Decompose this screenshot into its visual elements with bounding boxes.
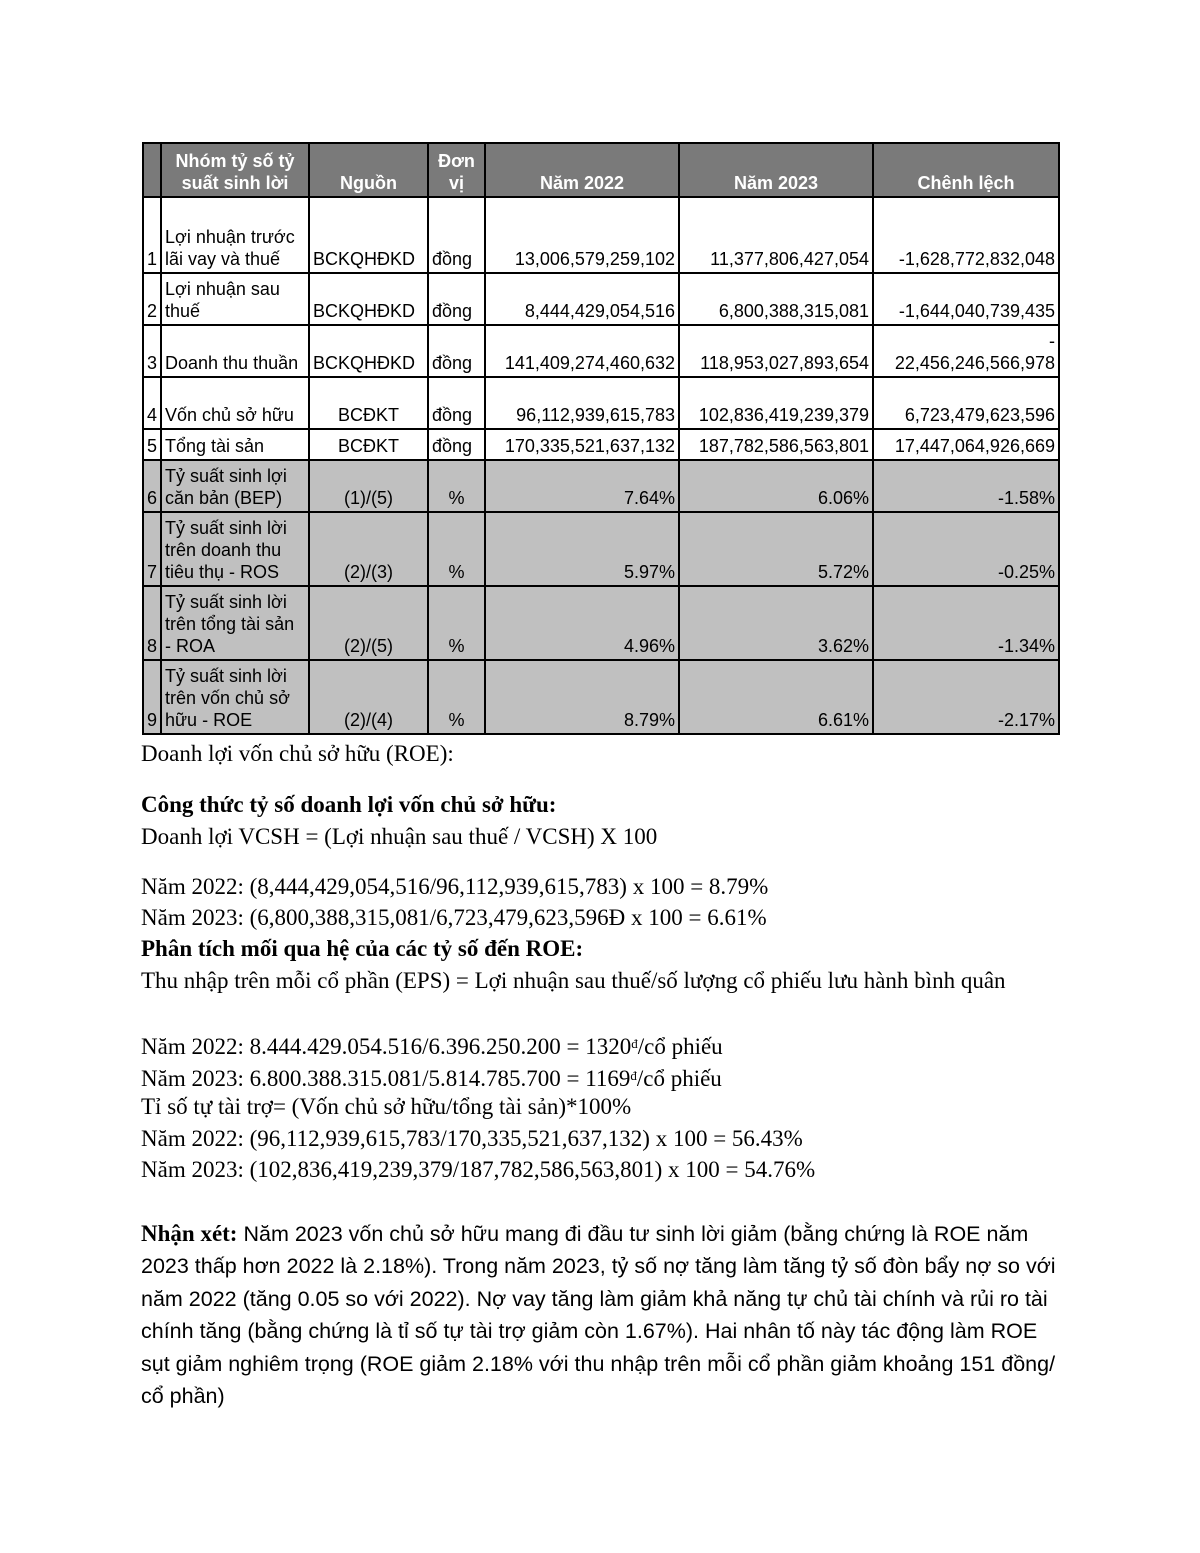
- table-row: [143, 197, 1059, 273]
- eps-formula: Thu nhập trên mỗi cổ phần (EPS) = Lợi nhuận sau thuế/số lượng cổ phiếu lưu hành bình quân: [141, 968, 1006, 993]
- row-name: Doanh thu thuần: [161, 325, 309, 377]
- roe-2023-calc: Năm 2023: (6,800,388,315,081/6,723,479,623,596Đ x 100 = 6.61%: [141, 905, 767, 930]
- eps-2022-expression: Năm 2022: 8.444.429.054.516/6.396.250.200 = 1320: [141, 1034, 632, 1059]
- row-value-2023: 5.72%: [679, 512, 873, 586]
- row-value-2023: 11,377,806,427,054: [679, 197, 873, 273]
- table-row: [143, 460, 1059, 512]
- row-name: Lợi nhuận sau thuế: [161, 273, 309, 325]
- row-index: 4: [143, 377, 161, 429]
- row-unit: đồng: [428, 273, 485, 325]
- row-index: 5: [143, 429, 161, 460]
- header-index: [143, 143, 161, 197]
- header-unit: Đơn vị: [428, 143, 485, 197]
- row-unit: %: [428, 512, 485, 586]
- row-difference: -2.17%: [873, 660, 1059, 734]
- row-source: BCKQHĐKD: [309, 197, 428, 273]
- table-row: [143, 429, 1059, 460]
- row-difference-sign: -: [1049, 331, 1055, 351]
- row-value-2023: 187,782,586,563,801: [679, 429, 873, 460]
- row-source: BCKQHĐKD: [309, 273, 428, 325]
- profitability-ratio-table: [142, 142, 1060, 735]
- row-value-2023: 102,836,419,239,379: [679, 377, 873, 429]
- self-financing-2022-calc: Năm 2022: (96,112,939,615,783/170,335,521,637,132) x 100 = 56.43%: [141, 1126, 803, 1151]
- row-difference-value: 22,456,246,566,978: [894, 353, 1055, 373]
- eps-unit: /cổ phiếu: [636, 1066, 722, 1091]
- row-name: Vốn chủ sở hữu: [161, 377, 309, 429]
- row-value-2022: 4.96%: [485, 586, 679, 660]
- table-row: [143, 512, 1059, 586]
- row-value-2023: 6.06%: [679, 460, 873, 512]
- row-unit: đồng: [428, 377, 485, 429]
- row-difference: -1.34%: [873, 586, 1059, 660]
- row-source: (1)/(5): [309, 460, 428, 512]
- row-name: Tỷ suất sinh lợi căn bản (BEP): [161, 460, 309, 512]
- table-header-row: [143, 143, 1059, 197]
- row-source: BCĐKT: [309, 377, 428, 429]
- row-source: BCĐKT: [309, 429, 428, 460]
- row-value-2023: 6,800,388,315,081: [679, 273, 873, 325]
- roe-formula: Doanh lợi VCSH = (Lợi nhuận sau thuế / VCSH) X 100: [141, 824, 658, 849]
- roe-2022-calc: Năm 2022: (8,444,429,054,516/96,112,939,615,783) x 100 = 8.79%: [141, 874, 769, 899]
- roe-title: Doanh lợi vốn chủ sở hữu (ROE):: [141, 741, 454, 766]
- row-difference: [873, 325, 1059, 377]
- row-unit: %: [428, 586, 485, 660]
- self-financing-formula: Tỉ số tự tài trợ= (Vốn chủ sở hữu/tổng tài sản)*100%: [141, 1094, 632, 1119]
- row-value-2023: 118,953,027,893,654: [679, 325, 873, 377]
- row-name: Tỷ suất sinh lời trên tổng tài sản - ROA: [161, 586, 309, 660]
- comment-paragraph: [141, 1218, 1061, 1412]
- row-unit: đồng: [428, 325, 485, 377]
- row-index: 6: [143, 460, 161, 512]
- row-index: 1: [143, 197, 161, 273]
- header-group: Nhóm tỷ số tỷ suất sinh lời: [161, 143, 309, 197]
- comment-text: Năm 2023 vốn chủ sở hữu mang đi đầu tư sinh lời giảm (bằng chứng là ROE năm 2023 thấp hơn 2022 là 2.18%). Trong năm 2023, tỷ số nợ tăng làm tăng tỷ số đòn bẩy nợ so với năm 2022 (tăng 0.05 so với 2022). Nợ vay tăng làm giảm khả năng tự chủ tài chính và rủi ro tài chính tăng (bằng chứng là tỉ số tự tài trợ giảm còn 1.67%). Hai nhân tố này tác động làm ROE sụt giảm nghiêm trọng (ROE giảm 2.18% với thu nhập trên mỗi cổ phần giảm khoảng 151 đồng/ cổ phần): [141, 1222, 1056, 1409]
- row-value-2022: 96,112,939,615,783: [485, 377, 679, 429]
- row-value-2022: 170,335,521,637,132: [485, 429, 679, 460]
- row-difference: -1.58%: [873, 460, 1059, 512]
- row-index: 3: [143, 325, 161, 377]
- row-value-2022: 13,006,579,259,102: [485, 197, 679, 273]
- row-source: BCKQHĐKD: [309, 325, 428, 377]
- eps-2022-calc: [141, 1028, 1071, 1063]
- row-source: (2)/(5): [309, 586, 428, 660]
- header-source: Nguồn: [309, 143, 428, 197]
- header-difference: Chênh lệch: [873, 143, 1059, 197]
- row-difference: -1,644,040,739,435: [873, 273, 1059, 325]
- row-name: Tỷ suất sinh lời trên doanh thu tiêu thụ - ROS: [161, 512, 309, 586]
- analysis-heading: Phân tích mối qua hệ của các tỷ số đến ROE:: [141, 936, 584, 961]
- formula-heading: Công thức tỷ số doanh lợi vốn chủ sở hữu:: [141, 792, 557, 817]
- dong-symbol: đ: [631, 1036, 638, 1051]
- row-source: (2)/(3): [309, 512, 428, 586]
- eps-unit: /cổ phiếu: [637, 1034, 723, 1059]
- row-name: Tỷ suất sinh lời trên vốn chủ sở hữu - ROE: [161, 660, 309, 734]
- self-financing-2023-calc: Năm 2023: (102,836,419,239,379/187,782,586,563,801) x 100 = 54.76%: [141, 1157, 816, 1182]
- row-difference: 17,447,064,926,669: [873, 429, 1059, 460]
- row-source: (2)/(4): [309, 660, 428, 734]
- row-unit: đồng: [428, 429, 485, 460]
- row-index: 9: [143, 660, 161, 734]
- comment-label: Nhận xét:: [141, 1221, 238, 1246]
- row-unit: %: [428, 460, 485, 512]
- row-unit: đồng: [428, 197, 485, 273]
- row-value-2023: 3.62%: [679, 586, 873, 660]
- row-value-2022: 5.97%: [485, 512, 679, 586]
- header-year-2022: Năm 2022: [485, 143, 679, 197]
- table-row: [143, 273, 1059, 325]
- row-name: Lợi nhuận trước lãi vay và thuế: [161, 197, 309, 273]
- row-index: 8: [143, 586, 161, 660]
- row-difference: -0.25%: [873, 512, 1059, 586]
- row-value-2022: 141,409,274,460,632: [485, 325, 679, 377]
- table-row: [143, 586, 1059, 660]
- dong-symbol: đ: [630, 1068, 637, 1083]
- header-year-2023: Năm 2023: [679, 143, 873, 197]
- row-value-2023: 6.61%: [679, 660, 873, 734]
- table-row: [143, 325, 1059, 377]
- eps-2023-calc: [141, 1060, 1071, 1095]
- row-index: 2: [143, 273, 161, 325]
- table-row: [143, 377, 1059, 429]
- row-unit: %: [428, 660, 485, 734]
- table-row: [143, 660, 1059, 734]
- row-difference: 6,723,479,623,596: [873, 377, 1059, 429]
- row-difference: -1,628,772,832,048: [873, 197, 1059, 273]
- row-value-2022: 8.79%: [485, 660, 679, 734]
- eps-2023-expression: Năm 2023: 6.800.388.315.081/5.814.785.700 = 1169: [141, 1066, 631, 1091]
- row-name: Tổng tài sản: [161, 429, 309, 460]
- row-index: 7: [143, 512, 161, 586]
- row-value-2022: 7.64%: [485, 460, 679, 512]
- row-value-2022: 8,444,429,054,516: [485, 273, 679, 325]
